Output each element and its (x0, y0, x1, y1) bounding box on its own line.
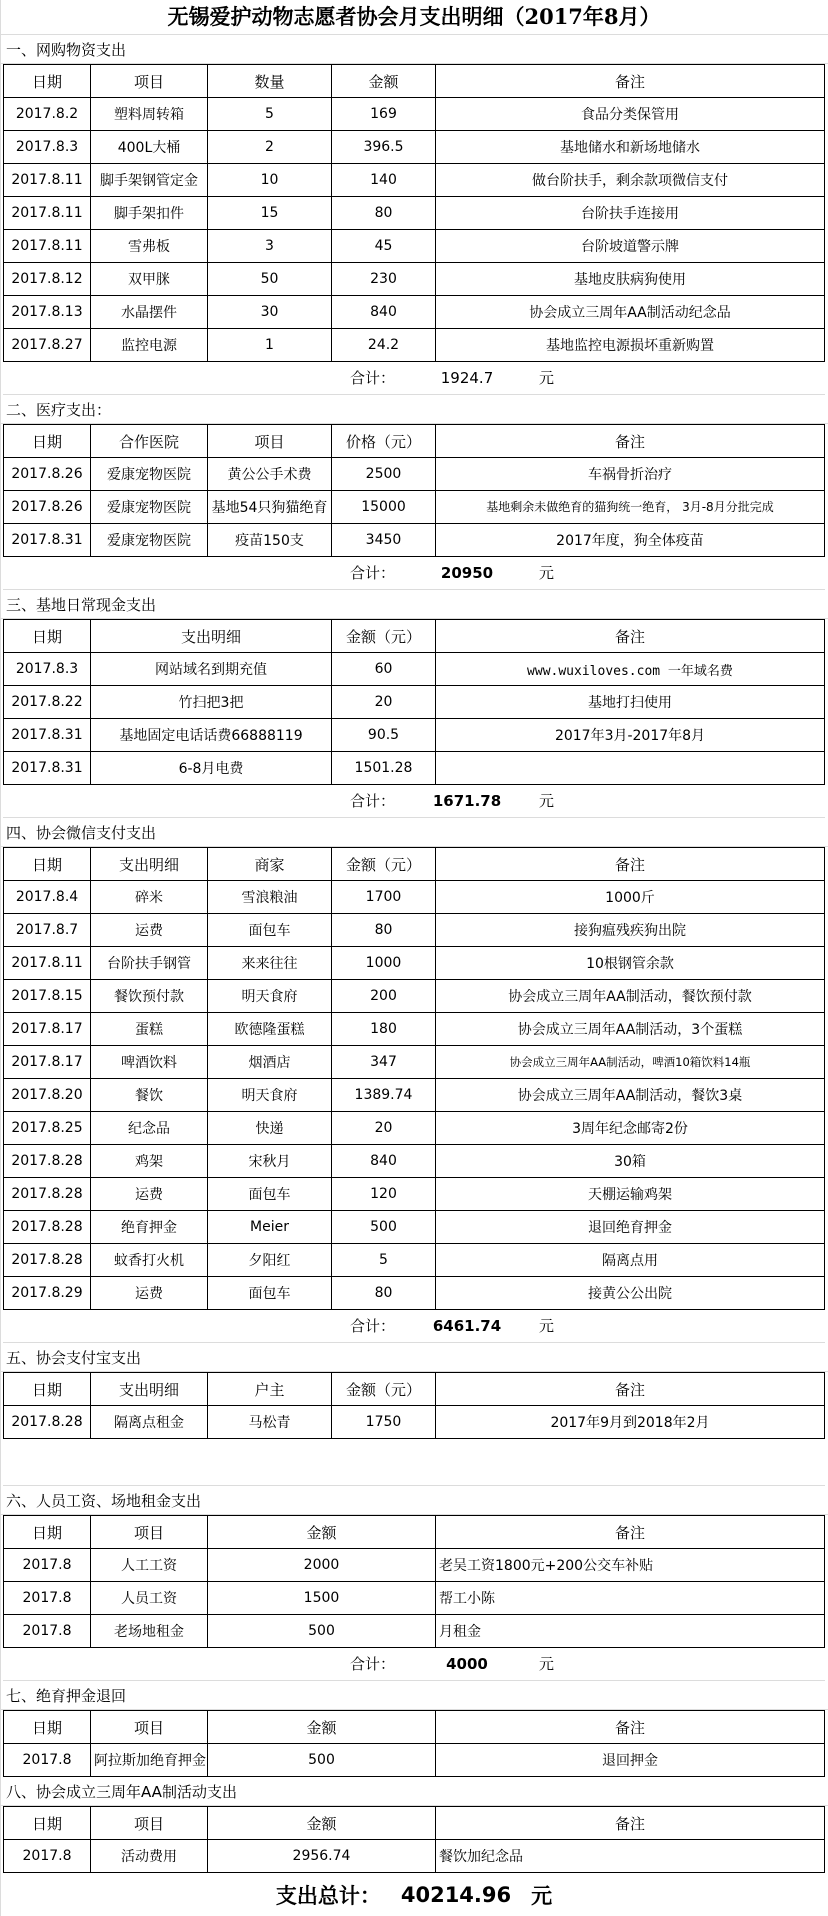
subtotal-unit: 元 (539, 564, 555, 582)
column-header: 项目 (91, 1516, 208, 1549)
table-row (4, 1840, 825, 1873)
table-row (4, 491, 825, 524)
subtotal-row (3, 1310, 825, 1343)
column-header: 商家 (208, 848, 332, 881)
column-header: 金额（元） (332, 848, 436, 881)
table-cell: 车祸骨折治疗 (436, 458, 825, 491)
table-cell: 老场地租金 (91, 1615, 208, 1648)
table-row (4, 653, 825, 686)
section-heading-online-purchases: 一、网购物资支出 (0, 35, 828, 64)
table-cell: 80 (332, 197, 436, 230)
table-cell: www.wuxiloves.com 一年域名费 (436, 653, 825, 686)
subtotal-row (3, 1648, 825, 1681)
table-row (4, 1211, 825, 1244)
table-cell: 明天食府 (208, 1079, 332, 1112)
table-cell: 2017.8.26 (4, 458, 91, 491)
column-header: 合作医院 (91, 425, 208, 458)
table-cell: 脚手架扣件 (91, 197, 208, 230)
column-header: 日期 (4, 1807, 91, 1840)
column-header: 备注 (436, 1373, 825, 1406)
table-cell: 20 (332, 1112, 436, 1145)
table-cell: 2500 (332, 458, 436, 491)
table-cell: 塑料周转箱 (91, 98, 208, 131)
table-header-row (4, 1711, 825, 1744)
table-cell: 347 (332, 1046, 436, 1079)
table-header-row (4, 620, 825, 653)
subtotal-label: 合计： (349, 564, 395, 582)
table-row (4, 1112, 825, 1145)
table-row (4, 329, 825, 362)
deposit-refund-table (3, 1710, 825, 1777)
table-cell: 蚊香打火机 (91, 1244, 208, 1277)
subtotal-row (3, 362, 825, 395)
table-cell: 1700 (332, 881, 436, 914)
table-cell: 烟酒店 (208, 1046, 332, 1079)
table-row (4, 1079, 825, 1112)
table-cell: 2017.8 (4, 1615, 91, 1648)
anniversary-table (3, 1806, 825, 1873)
table-cell: 3450 (332, 524, 436, 557)
table-cell: 阿拉斯加绝育押金 (91, 1744, 208, 1777)
column-header: 日期 (4, 620, 91, 653)
table-cell: 2017.8.27 (4, 329, 91, 362)
table-cell: 2017.8.31 (4, 719, 91, 752)
column-header: 日期 (4, 425, 91, 458)
table-row (4, 914, 825, 947)
column-header: 备注 (436, 620, 825, 653)
table-cell: 面包车 (208, 1277, 332, 1310)
column-header: 备注 (436, 848, 825, 881)
table-cell: 2017.8.22 (4, 686, 91, 719)
column-header: 支出明细 (91, 620, 332, 653)
table-cell: 水晶摆件 (91, 296, 208, 329)
table-cell: 1500 (208, 1582, 436, 1615)
subtotal-label: 合计： (349, 1317, 395, 1335)
table-cell: 2017.8.28 (4, 1178, 91, 1211)
table-cell: 2017.8.17 (4, 1046, 91, 1079)
table-cell: 2017.8.11 (4, 230, 91, 263)
table-cell: 来来往往 (208, 947, 332, 980)
table-cell: 人员工资 (91, 1582, 208, 1615)
section-heading-alipay: 五、协会支付宝支出 (0, 1343, 828, 1372)
column-header: 备注 (436, 1807, 825, 1840)
table-cell: 运费 (91, 1178, 208, 1211)
table-cell: Meier (208, 1211, 332, 1244)
table-cell: 1501.28 (332, 752, 436, 785)
subtotal-value: 6461.74 (432, 1317, 502, 1335)
table-cell: 基地固定电话话费66888119 (91, 719, 332, 752)
table-row (4, 1549, 825, 1582)
table-cell: 协会成立三周年AA制活动纪念品 (436, 296, 825, 329)
table-cell: 169 (332, 98, 436, 131)
table-row (4, 1178, 825, 1211)
table-cell: 1000 (332, 947, 436, 980)
table-cell: 30 (208, 296, 332, 329)
section-heading-anniversary: 八、协会成立三周年AA制活动支出 (0, 1777, 828, 1806)
table-cell: 蛋糕 (91, 1013, 208, 1046)
table-cell: 竹扫把3把 (91, 686, 332, 719)
column-header: 户主 (208, 1373, 332, 1406)
subtotal-row (3, 557, 825, 590)
table-cell: 帮工小陈 (436, 1582, 825, 1615)
table-cell: 20 (332, 686, 436, 719)
column-header: 日期 (4, 848, 91, 881)
subtotal-value: 1924.7 (440, 369, 494, 387)
subtotal-value: 4000 (446, 1655, 488, 1673)
table-cell: 2017.8 (4, 1582, 91, 1615)
table-cell: 1 (208, 329, 332, 362)
column-header: 金额（元） (332, 620, 436, 653)
table-cell: 2017.8.28 (4, 1244, 91, 1277)
table-cell: 基地剩余未做绝育的猫狗统一绝育， 3月-8月分批完成 (436, 491, 825, 524)
subtotal-value: 20950 (440, 564, 494, 582)
grand-total (3, 1873, 825, 1916)
section-heading-daily-cash: 三、基地日常现金支出 (0, 590, 828, 619)
table-cell: 脚手架钢管定金 (91, 164, 208, 197)
table-cell: 鸡架 (91, 1145, 208, 1178)
table-cell: 面包车 (208, 1178, 332, 1211)
table-cell: 120 (332, 1178, 436, 1211)
table-cell: 基地打扫使用 (436, 686, 825, 719)
column-header: 金额（元） (332, 1373, 436, 1406)
table-cell: 230 (332, 263, 436, 296)
subtotal-row (3, 785, 825, 818)
grand-total-unit: 元 (531, 1884, 553, 1908)
table-cell: 2017.8.25 (4, 1112, 91, 1145)
table-row (4, 686, 825, 719)
table-cell: 90.5 (332, 719, 436, 752)
table-row (4, 1406, 825, 1439)
table-cell: 雪浪粮油 (208, 881, 332, 914)
grand-total-label: 支出总计： (275, 1884, 381, 1908)
table-cell: 退回绝育押金 (436, 1211, 825, 1244)
table-cell: 隔离点租金 (91, 1406, 208, 1439)
table-cell: 台阶扶手钢管 (91, 947, 208, 980)
table-cell: 2017年度，狗全体疫苗 (436, 524, 825, 557)
table-cell: 500 (332, 1211, 436, 1244)
table-cell: 2017.8 (4, 1840, 91, 1873)
table-cell: 黄公公手术费 (208, 458, 332, 491)
table-row (4, 131, 825, 164)
table-cell: 2956.74 (208, 1840, 436, 1873)
column-header: 日期 (4, 65, 91, 98)
subtotal-value: 1671.78 (432, 792, 502, 810)
table-cell: 绝育押金 (91, 1211, 208, 1244)
table-cell: 食品分类保管用 (436, 98, 825, 131)
table-cell: 台阶坡道警示牌 (436, 230, 825, 263)
table-cell: 台阶扶手连接用 (436, 197, 825, 230)
table-cell: 2017.8 (4, 1549, 91, 1582)
column-header: 日期 (4, 1516, 91, 1549)
subtotal-unit: 元 (539, 369, 555, 387)
table-cell: 2 (208, 131, 332, 164)
table-cell: 2017.8.11 (4, 164, 91, 197)
table-header-row (4, 65, 825, 98)
subtotal-label: 合计： (349, 1655, 395, 1673)
table-cell: 餐饮加纪念品 (436, 1840, 825, 1873)
column-header: 项目 (91, 1807, 208, 1840)
table-cell: 隔离点用 (436, 1244, 825, 1277)
table-cell: 2017.8.28 (4, 1406, 91, 1439)
table-row (4, 980, 825, 1013)
table-cell: 2017.8.11 (4, 197, 91, 230)
table-row (4, 230, 825, 263)
table-cell: 2017年3月-2017年8月 (436, 719, 825, 752)
table-row (4, 1244, 825, 1277)
table-cell: 15 (208, 197, 332, 230)
table-cell: 运费 (91, 914, 208, 947)
table-cell: 雪弗板 (91, 230, 208, 263)
table-row (4, 752, 825, 785)
table-cell: 140 (332, 164, 436, 197)
column-header: 日期 (4, 1711, 91, 1744)
table-cell: 6-8月电费 (91, 752, 332, 785)
alipay-table (3, 1372, 825, 1439)
table-cell: 协会成立三周年AA制活动，餐饮3桌 (436, 1079, 825, 1112)
table-header-row (4, 1373, 825, 1406)
grand-total-value: 40214.96 (400, 1883, 512, 1907)
table-row (4, 1046, 825, 1079)
table-cell: 2017.8.26 (4, 491, 91, 524)
table-cell: 餐饮预付款 (91, 980, 208, 1013)
table-cell: 活动费用 (91, 1840, 208, 1873)
column-header: 备注 (436, 65, 825, 98)
table-row (4, 1013, 825, 1046)
table-cell: 400L大桶 (91, 131, 208, 164)
table-header-row (4, 1516, 825, 1549)
column-header: 数量 (208, 65, 332, 98)
table-cell: 快递 (208, 1112, 332, 1145)
column-header: 金额 (332, 65, 436, 98)
table-cell: 做台阶扶手，剩余款项微信支付 (436, 164, 825, 197)
table-cell: 2017.8.28 (4, 1145, 91, 1178)
table-cell: 人工工资 (91, 1549, 208, 1582)
table-cell: 老吴工资1800元+200公交车补贴 (436, 1549, 825, 1582)
table-cell: 监控电源 (91, 329, 208, 362)
table-header-row (4, 425, 825, 458)
table-cell: 2017.8.12 (4, 263, 91, 296)
table-cell: 45 (332, 230, 436, 263)
table-cell: 2017.8.29 (4, 1277, 91, 1310)
table-row (4, 296, 825, 329)
table-row (4, 947, 825, 980)
table-cell: 2017.8.7 (4, 914, 91, 947)
table-cell: 基地储水和新场地储水 (436, 131, 825, 164)
table-cell: 疫苗150支 (208, 524, 332, 557)
table-cell: 2017.8.28 (4, 1211, 91, 1244)
subtotal-unit: 元 (539, 792, 555, 810)
table-cell: 2017.8.3 (4, 131, 91, 164)
table-header-row (4, 1807, 825, 1840)
column-header: 金额 (208, 1807, 436, 1840)
table-cell: 396.5 (332, 131, 436, 164)
column-header: 备注 (436, 1711, 825, 1744)
table-cell: 840 (332, 296, 436, 329)
table-cell: 500 (208, 1744, 436, 1777)
table-cell: 2017.8.2 (4, 98, 91, 131)
table-cell: 马松青 (208, 1406, 332, 1439)
column-header: 项目 (91, 65, 208, 98)
table-cell: 1750 (332, 1406, 436, 1439)
table-cell: 500 (208, 1615, 436, 1648)
table-cell: 2000 (208, 1549, 436, 1582)
table-cell: 2017.8.31 (4, 524, 91, 557)
table-cell: 协会成立三周年AA制活动，餐饮预付款 (436, 980, 825, 1013)
column-header: 支出明细 (91, 1373, 208, 1406)
table-row (4, 1277, 825, 1310)
table-cell: 退回押金 (436, 1744, 825, 1777)
table-cell: 纪念品 (91, 1112, 208, 1145)
column-header: 项目 (208, 425, 332, 458)
table-cell: 2017.8.15 (4, 980, 91, 1013)
table-cell: 啤酒饮料 (91, 1046, 208, 1079)
table-cell: 60 (332, 653, 436, 686)
table-cell: 2017.8.17 (4, 1013, 91, 1046)
table-cell: 餐饮 (91, 1079, 208, 1112)
table-cell: 3 (208, 230, 332, 263)
column-header: 价格（元） (332, 425, 436, 458)
column-header: 备注 (436, 425, 825, 458)
table-cell: 基地54只狗猫绝育 (208, 491, 332, 524)
subtotal-label: 合计： (349, 792, 395, 810)
table-cell: 基地监控电源损坏重新购置 (436, 329, 825, 362)
table-row (4, 1582, 825, 1615)
table-row (4, 98, 825, 131)
section-heading-wages-rent: 六、人员工资、场地租金支出 (0, 1486, 828, 1515)
table-cell: 协会成立三周年AA制活动，3个蛋糕 (436, 1013, 825, 1046)
table-cell: 欧德隆蛋糕 (208, 1013, 332, 1046)
table-cell: 夕阳红 (208, 1244, 332, 1277)
table-cell: 840 (332, 1145, 436, 1178)
column-header: 日期 (4, 1373, 91, 1406)
table-cell: 2017.8.13 (4, 296, 91, 329)
table-cell: 24.2 (332, 329, 436, 362)
table-row (4, 881, 825, 914)
table-cell: 接狗瘟残疾狗出院 (436, 914, 825, 947)
table-cell: 协会成立三周年AA制活动，啤酒10箱饮料14瓶 (436, 1046, 825, 1079)
table-cell: 2017.8.3 (4, 653, 91, 686)
table-cell: 爱康宠物医院 (91, 491, 208, 524)
online-purchases-table (3, 64, 825, 362)
medical-table (3, 424, 825, 557)
table-row (4, 458, 825, 491)
table-cell: 爱康宠物医院 (91, 458, 208, 491)
table-cell: 接黄公公出院 (436, 1277, 825, 1310)
table-row (4, 1615, 825, 1648)
table-row (4, 197, 825, 230)
section-heading-wechat: 四、协会微信支付支出 (0, 818, 828, 847)
table-cell: 2017.8.31 (4, 752, 91, 785)
daily-cash-table (3, 619, 825, 785)
table-cell: 80 (332, 1277, 436, 1310)
table-cell: 碎米 (91, 881, 208, 914)
table-cell: 月租金 (436, 1615, 825, 1648)
table-cell: 80 (332, 914, 436, 947)
table-cell: 基地皮肤病狗使用 (436, 263, 825, 296)
table-cell: 2017年9月到2018年2月 (436, 1406, 825, 1439)
table-cell: 爱康宠物医院 (91, 524, 208, 557)
column-header: 备注 (436, 1516, 825, 1549)
section-heading-deposit-refund: 七、绝育押金退回 (0, 1681, 828, 1710)
table-cell: 宋秋月 (208, 1145, 332, 1178)
table-cell: 2017.8 (4, 1744, 91, 1777)
subtotal-unit: 元 (539, 1317, 555, 1335)
table-cell: 2017.8.11 (4, 947, 91, 980)
column-header: 支出明细 (91, 848, 208, 881)
page-title: 无锡爱护动物志愿者协会月支出明细（2017年8月） (0, 0, 828, 35)
table-row (4, 1145, 825, 1178)
section-heading-medical: 二、医疗支出： (0, 395, 828, 424)
table-cell: 双甲脒 (91, 263, 208, 296)
table-cell: 面包车 (208, 914, 332, 947)
table-cell: 10 (208, 164, 332, 197)
table-row (4, 524, 825, 557)
table-row (4, 164, 825, 197)
table-header-row (4, 848, 825, 881)
table-row (4, 719, 825, 752)
table-cell: 5 (332, 1244, 436, 1277)
table-cell (436, 752, 825, 785)
table-cell: 2017.8.4 (4, 881, 91, 914)
column-header: 金额 (208, 1711, 436, 1744)
table-cell: 运费 (91, 1277, 208, 1310)
blank-row (3, 1439, 825, 1486)
table-cell: 50 (208, 263, 332, 296)
subtotal-unit: 元 (539, 1655, 555, 1673)
table-cell: 5 (208, 98, 332, 131)
column-header: 项目 (91, 1711, 208, 1744)
table-cell: 200 (332, 980, 436, 1013)
subtotal-label: 合计： (349, 369, 395, 387)
table-row (4, 1744, 825, 1777)
table-cell: 30箱 (436, 1145, 825, 1178)
column-header: 金额 (208, 1516, 436, 1549)
table-cell: 网站域名到期充值 (91, 653, 332, 686)
wechat-table (3, 847, 825, 1310)
table-cell: 15000 (332, 491, 436, 524)
table-cell: 天棚运输鸡架 (436, 1178, 825, 1211)
table-cell: 明天食府 (208, 980, 332, 1013)
table-cell: 2017.8.20 (4, 1079, 91, 1112)
table-cell: 1000斤 (436, 881, 825, 914)
table-cell: 1389.74 (332, 1079, 436, 1112)
table-cell: 3周年纪念邮寄2份 (436, 1112, 825, 1145)
table-row (4, 263, 825, 296)
wages-rent-table (3, 1515, 825, 1648)
table-cell: 180 (332, 1013, 436, 1046)
table-cell: 10根钢管余款 (436, 947, 825, 980)
